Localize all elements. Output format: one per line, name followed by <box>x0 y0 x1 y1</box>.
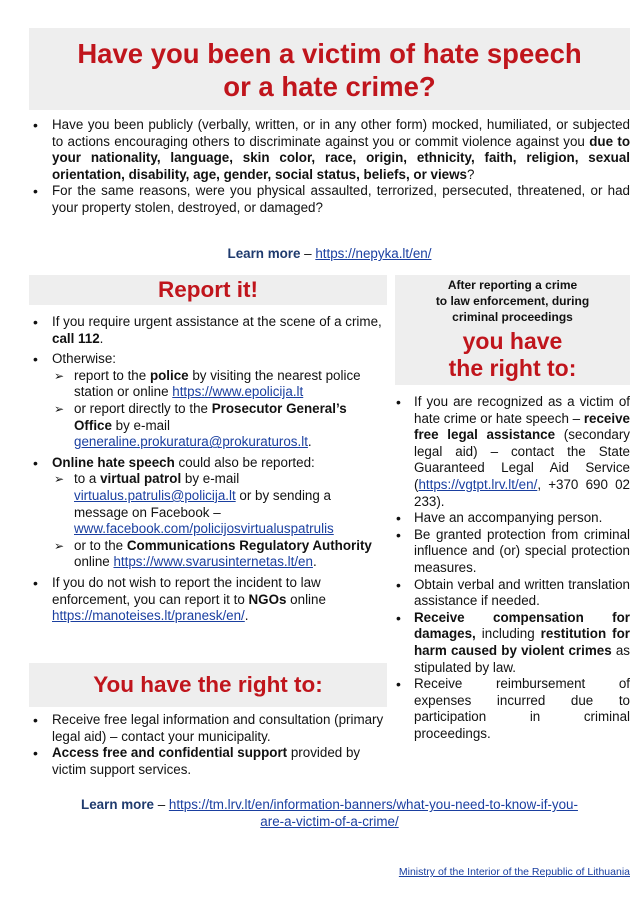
ngo-item: • If you do not wish to report the incident to law enforcement, you can report it to NGOs online https://manoteises.lt/pranesk/en/. <box>29 575 387 625</box>
intro-question-2: • For the same reasons, were you physical assaulted, terrorized, persecuted, threatened, or had your property stolen, destroyed, or damaged? <box>29 183 630 216</box>
rights-section <box>29 712 387 778</box>
learn-more-label-2: Learn more <box>81 797 154 812</box>
prosecutor-email-link[interactable]: generaline.prokuratura@prokuraturos.lt <box>74 434 308 450</box>
title-banner <box>29 28 630 110</box>
prosecutor-item: ➢ or report directly to the Prosecutor General’s Office by e-mail generaline.prokuratura@prokuraturos.lt. <box>52 401 387 451</box>
right-legal-assistance: • If you are recognized as a victim of hate crime or hate speech – receive free legal assistance (secondary legal aid) – contact the State Guaranteed Legal Aid Service (https://vgtpt.lrv.lt/en/, +370 690 02 233). <box>395 394 630 510</box>
urgent-item: • If you require urgent assistance at the scene of a crime, call 112. <box>29 314 387 347</box>
rights-heading: You have the right to: <box>29 663 387 707</box>
report-heading: Report it! <box>29 275 387 305</box>
intro-question-1: • Have you been publicly (verbally, written, or in any other form) mocked, humiliated, or subjected to actions encouraging others to discriminate against you or commit violence against you due to your nationality, language, skin color, race, origin, ethnicity, faith, religion, sexual orientation, disability, age, gender, social status, beliefs, or views? <box>29 117 630 183</box>
learn-more-2: Learn more – https://tm.lrv.lt/en/information-banners/what-you-need-to-know-if-you- are-a-victim-of-a-crime/ <box>81 797 578 829</box>
online-hate-item: • Online hate speech could also be reported: ➢ to a virtual patrol by e-mail virtualus.patrulis@policija.lt or by sending a message on Facebook – www.facebook.com/policijosvirtualuspatrulis ➢ or to the Communications Regulatory Authority online https://www.svarusinternetas.lt/en. <box>29 455 387 571</box>
cra-item: ➢ or to the Communications Regulatory Authority online https://www.svarusinternetas.lt/en. <box>52 538 387 571</box>
learn-more-1: Learn more – https://nepyka.lt/en/ <box>227 246 432 261</box>
ministry-footer[interactable]: Ministry of the Interior of the Republic of Lithuania <box>398 866 630 878</box>
report-section <box>29 314 387 629</box>
rights-after-reporting-heading: After reporting a crime to law enforcement, during criminal proceedings you have the right to: <box>395 275 630 385</box>
page-title <box>29 37 630 103</box>
patrol-email-link[interactable]: virtualus.patrulis@policija.lt <box>74 487 236 503</box>
right-legal-info: • Receive free legal information and consultation (primary legal aid) – contact your municipality. <box>29 712 387 745</box>
svarusinternetas-link[interactable]: https://www.svarusinternetas.lt/en <box>113 554 313 570</box>
epolicija-link[interactable]: https://www.epolicija.lt <box>172 384 304 400</box>
manoteises-link[interactable]: https://manoteises.lt/pranesk/en/ <box>52 608 245 624</box>
right-reimbursement: • Receive reimbursement of expenses incurred due to participation in criminal proceedings. <box>395 676 630 742</box>
right-accompanying-person: • Have an accompanying person. <box>395 510 630 527</box>
title-line-1: Have you been a victim of hate speech <box>77 38 582 69</box>
facebook-link[interactable]: www.facebook.com/policijosvirtualuspatrulis <box>74 521 334 537</box>
police-item: ➢ report to the police by visiting the nearest police station or online https://www.epolicija.lt <box>52 368 387 401</box>
tm-lrv-link[interactable]: https://tm.lrv.lt/en/information-banners/what-you-need-to-know-if-you- are-a-victim-of-a-crime/ <box>168 797 578 829</box>
learn-more-label: Learn more <box>227 246 301 261</box>
rights-after-reporting-section <box>395 394 630 742</box>
right-protection: • Be granted protection from criminal influence and (or) special protection measures. <box>395 527 630 577</box>
right-compensation: • Receive compensation for damages, including restitution for harm caused by violent crimes as stipulated by law. <box>395 610 630 676</box>
right-support: • Access free and confidential support provided by victim support services. <box>29 745 387 778</box>
right-translation: • Obtain verbal and written translation assistance if needed. <box>395 577 630 610</box>
nepyka-link[interactable]: https://nepyka.lt/en/ <box>315 246 432 261</box>
title-line-2: or a hate crime? <box>223 71 436 102</box>
intro-section <box>29 117 630 217</box>
virtual-patrol-item: ➢ to a virtual patrol by e-mail virtualus.patrulis@policija.lt or by sending a message on Facebook – www.facebook.com/policijosvirtualuspatrulis <box>52 471 387 537</box>
otherwise-item: • Otherwise: ➢ report to the police by visiting the nearest police station or online https://www.epolicija.lt ➢ or report directly to the Prosecutor General’s Office by e-mail generaline.prokuratura@prokuraturos.lt. <box>29 351 387 451</box>
vgtpt-link[interactable]: https://vgtpt.lrv.lt/en/ <box>418 476 538 492</box>
